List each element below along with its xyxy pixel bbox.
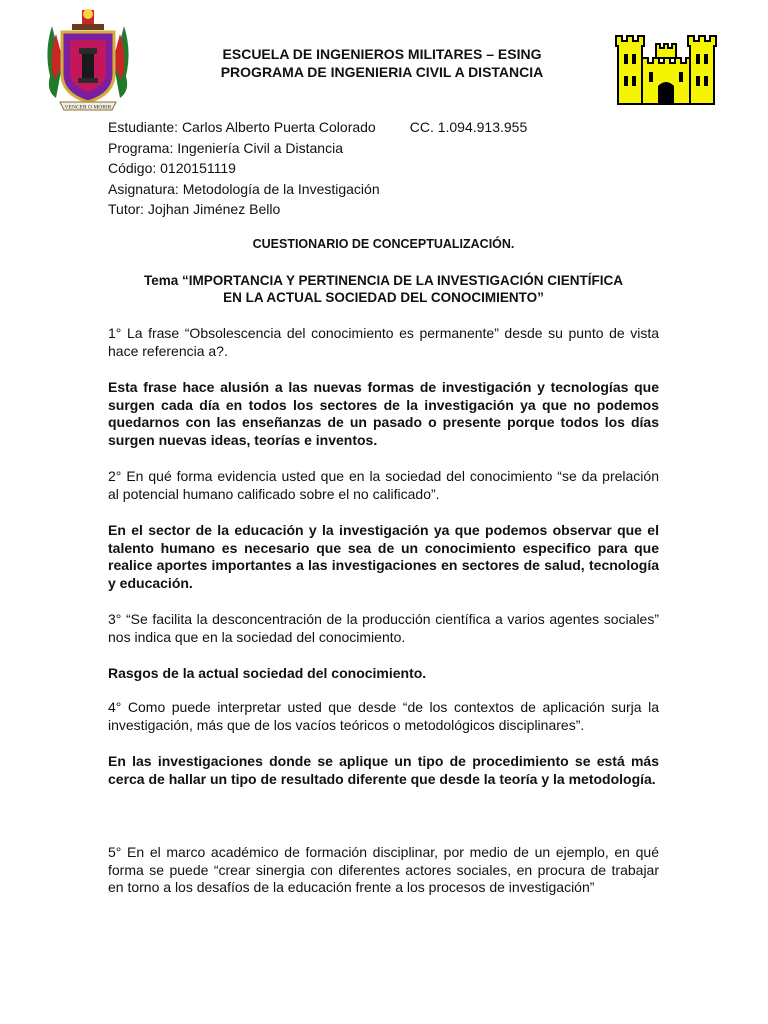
code-line: Código: 0120151119 [108,160,236,176]
school-name: ESCUELA DE INGENIEROS MILITARES – ESING [222,46,542,62]
program-line: Programa: Ingeniería Civil a Distancia [108,139,343,156]
header-title [140,45,624,81]
student-row [108,117,527,138]
question-4: 4° Como puede interpretar usted que desde “de los contextos de aplicación surja la investigación, más que de los vacíos teóricos o metodológicos disciplinares”. [108,699,659,733]
question-5: 5° En el marco académico de formación disciplinar, por medio de un ejemplo, en qué forma se puede “crear sinergia con diferentes actores sociales, en procura de trabajar en torno a los desafíos de la educación frente a los procesos de investigación” [108,844,659,895]
question-3: 3° “Se facilita la desconcentración de la producción científica a varios agentes sociales” nos indica que en la sociedad del conocimiento. [108,611,659,645]
answer-4: En las investigaciones donde se aplique un tipo de procedimiento se está más cerca de hallar un tipo de resultado diferente que desde la teoría y la metodología. [108,753,659,787]
tutor-line: Tutor: Jojhan Jiménez Bello [108,201,281,217]
engineer-castle-icon [612,32,720,108]
tema-line-2: EN LA ACTUAL SOCIEDAD DEL CONOCIMIENTO” [223,290,544,305]
question-1: 1° La frase “Obsolescencia del conocimiento es permanente” desde su punto de vista hace referencia a?. [108,325,659,359]
answer-3: Rasgos de la actual sociedad del conocimiento. [108,665,427,681]
subject-line: Asignatura: Metodología de la Investigación [108,180,380,197]
student-name: Estudiante: Carlos Alberto Puerta Colorado [108,119,376,135]
document-title: CUESTIONARIO DE CONCEPTUALIZACIÓN. [252,237,515,251]
question-2: 2° En qué forma evidencia usted que en la sociedad del conocimiento “se da prelación al potencial humano calificado sobre el no calificado”. [108,468,659,502]
student-id: CC. 1.094.913.955 [409,119,528,135]
program-name: PROGRAMA DE INGENIERIA CIVIL A DISTANCIA [220,64,544,80]
answer-1: Esta frase hace alusión a las nuevas formas de investigación y tecnologías que surgen cada día en todos los sectores de la investigación ya que no podemos quedarnos con las enseñanzas de un pasado o presente porque todos los días surgen nuevas ideas, teorías e inventos. [108,379,659,448]
student-info [108,117,527,220]
esing-coat-of-arms-icon [42,6,134,116]
answer-2: En el sector de la educación y la investigación ya que podemos observar que el talento humano es necesario que sea de un conocimiento especifico para que realice aportes importantes a las investigaciones en sectores de salud, tecnología y educación. [108,522,659,591]
tema-heading [108,272,659,306]
tema-line-1: Tema “IMPORTANCIA Y PERTINENCIA DE LA INVESTIGACIÓN CIENTÍFICA [143,273,624,288]
coat-of-arms-motto: VENCER O MORIR [64,104,112,111]
